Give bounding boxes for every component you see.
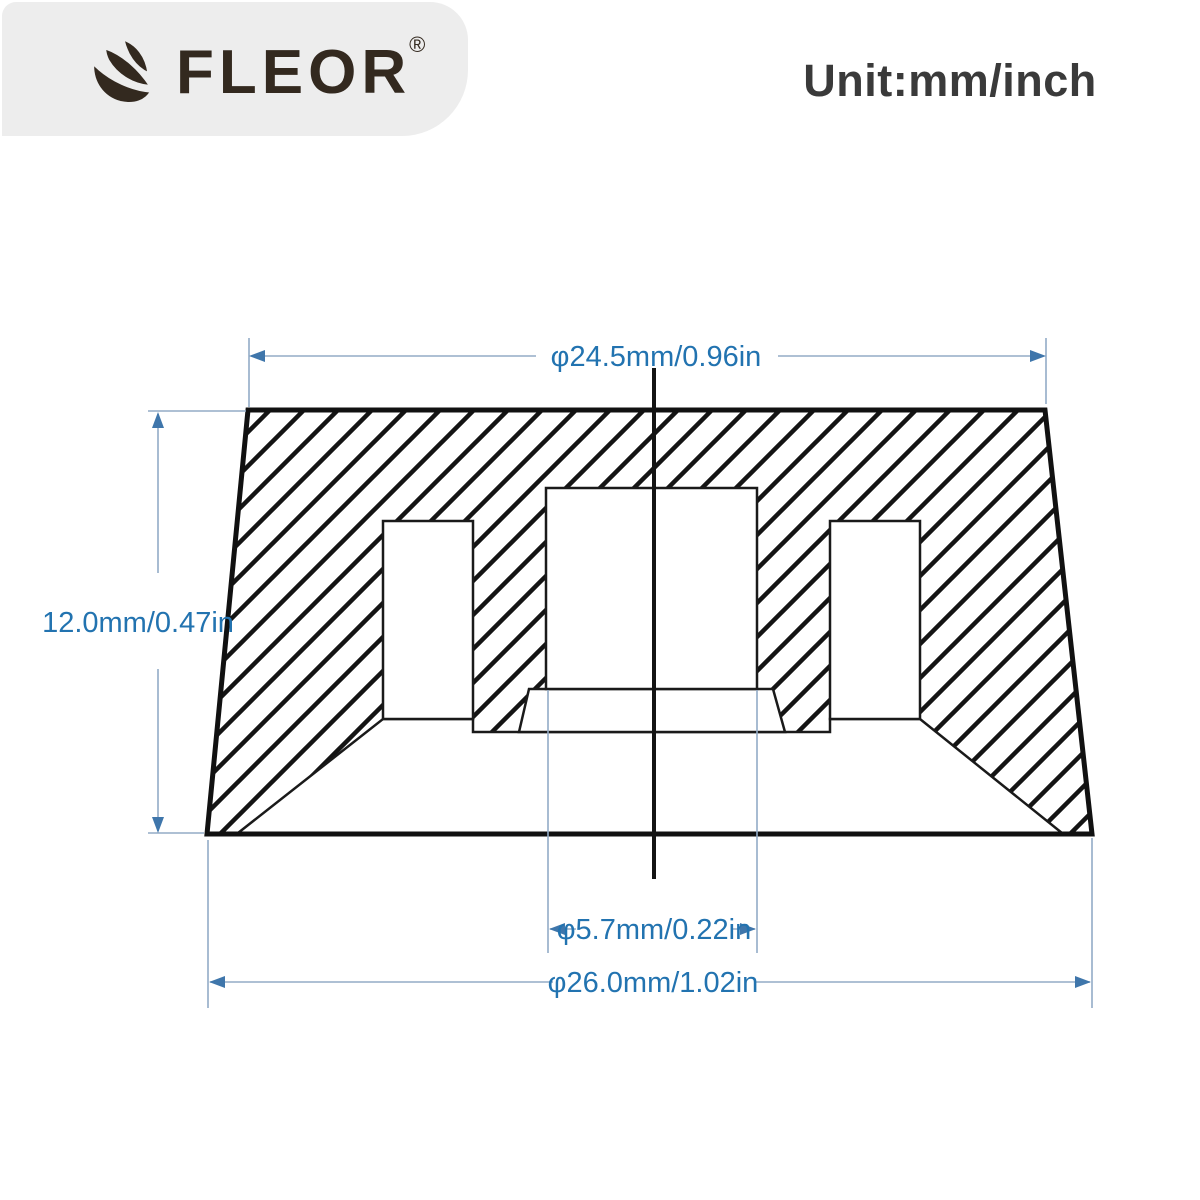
dim-label-side-height: 12.0mm/0.47in [42,607,234,639]
shaft-hole [546,488,757,689]
bottom-cavity [238,719,1062,833]
brand-name-text: FLEOR [176,38,412,107]
arrow-bottom-right [1075,976,1091,988]
registered-trademark-symbol: ® [409,32,426,57]
dim-label-bottom-diameter: φ26.0mm/1.02in [547,967,759,999]
dim-label-top-diameter: φ24.5mm/0.96in [550,341,762,373]
arrow-height-top [152,412,164,428]
right-slot [830,521,920,719]
arrow-bottom-left [209,976,225,988]
unit-label: Unit:mm/inch [803,55,1097,106]
arrow-top-left [249,350,265,362]
arrow-top-right [1030,350,1046,362]
arrow-height-bottom [152,817,164,833]
left-slot [383,521,473,719]
dim-label-shaft-hole-diameter: φ5.7mm/0.22in [556,914,752,946]
